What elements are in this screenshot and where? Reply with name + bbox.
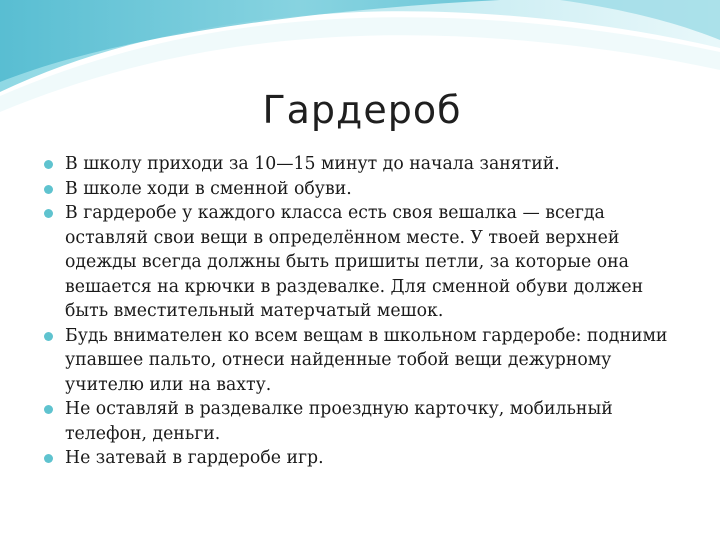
list-item-text: Не затевай в гардеробе игр. <box>65 448 324 468</box>
list-item-text: В гардеробе у каждого класса есть своя вешалка — всегда оставляй свои вещи в определённом месте. У твоей верхней одежды всегда должны быть пришиты петли, за которые она вешается на крючки в раздевалке. Для сменной обуви должен быть вместительный матерчатый мешок. <box>65 203 644 321</box>
bullet-dot-icon <box>44 405 53 414</box>
bullet-dot-icon <box>44 209 53 218</box>
list-item-text: Не оставляй в раздевалке проездную карточку, мобильный телефон, деньги. <box>65 399 613 444</box>
list-item <box>44 397 684 446</box>
bullet-dot-icon <box>44 332 53 341</box>
list-item <box>44 201 684 324</box>
list-item <box>44 177 684 202</box>
slide-title: Гардероб <box>262 88 462 132</box>
list-item-text: Будь внимателен ко всем вещам в школьном гардеробе: подними упавшее пальто, отнеси найденные тобой вещи дежурному учителю или на вахту. <box>65 325 668 395</box>
bullet-dot-icon <box>44 185 53 194</box>
bullet-dot-icon <box>44 160 53 169</box>
bullet-list <box>44 152 684 471</box>
list-item <box>44 324 684 398</box>
bullet-dot-icon <box>44 454 53 463</box>
list-item <box>44 446 684 471</box>
list-item-text: В школу приходи за 10—15 минут до начала занятий. <box>65 154 560 174</box>
list-item-text: В школе ходи в сменной обуви. <box>65 178 352 199</box>
list-item <box>44 152 684 177</box>
